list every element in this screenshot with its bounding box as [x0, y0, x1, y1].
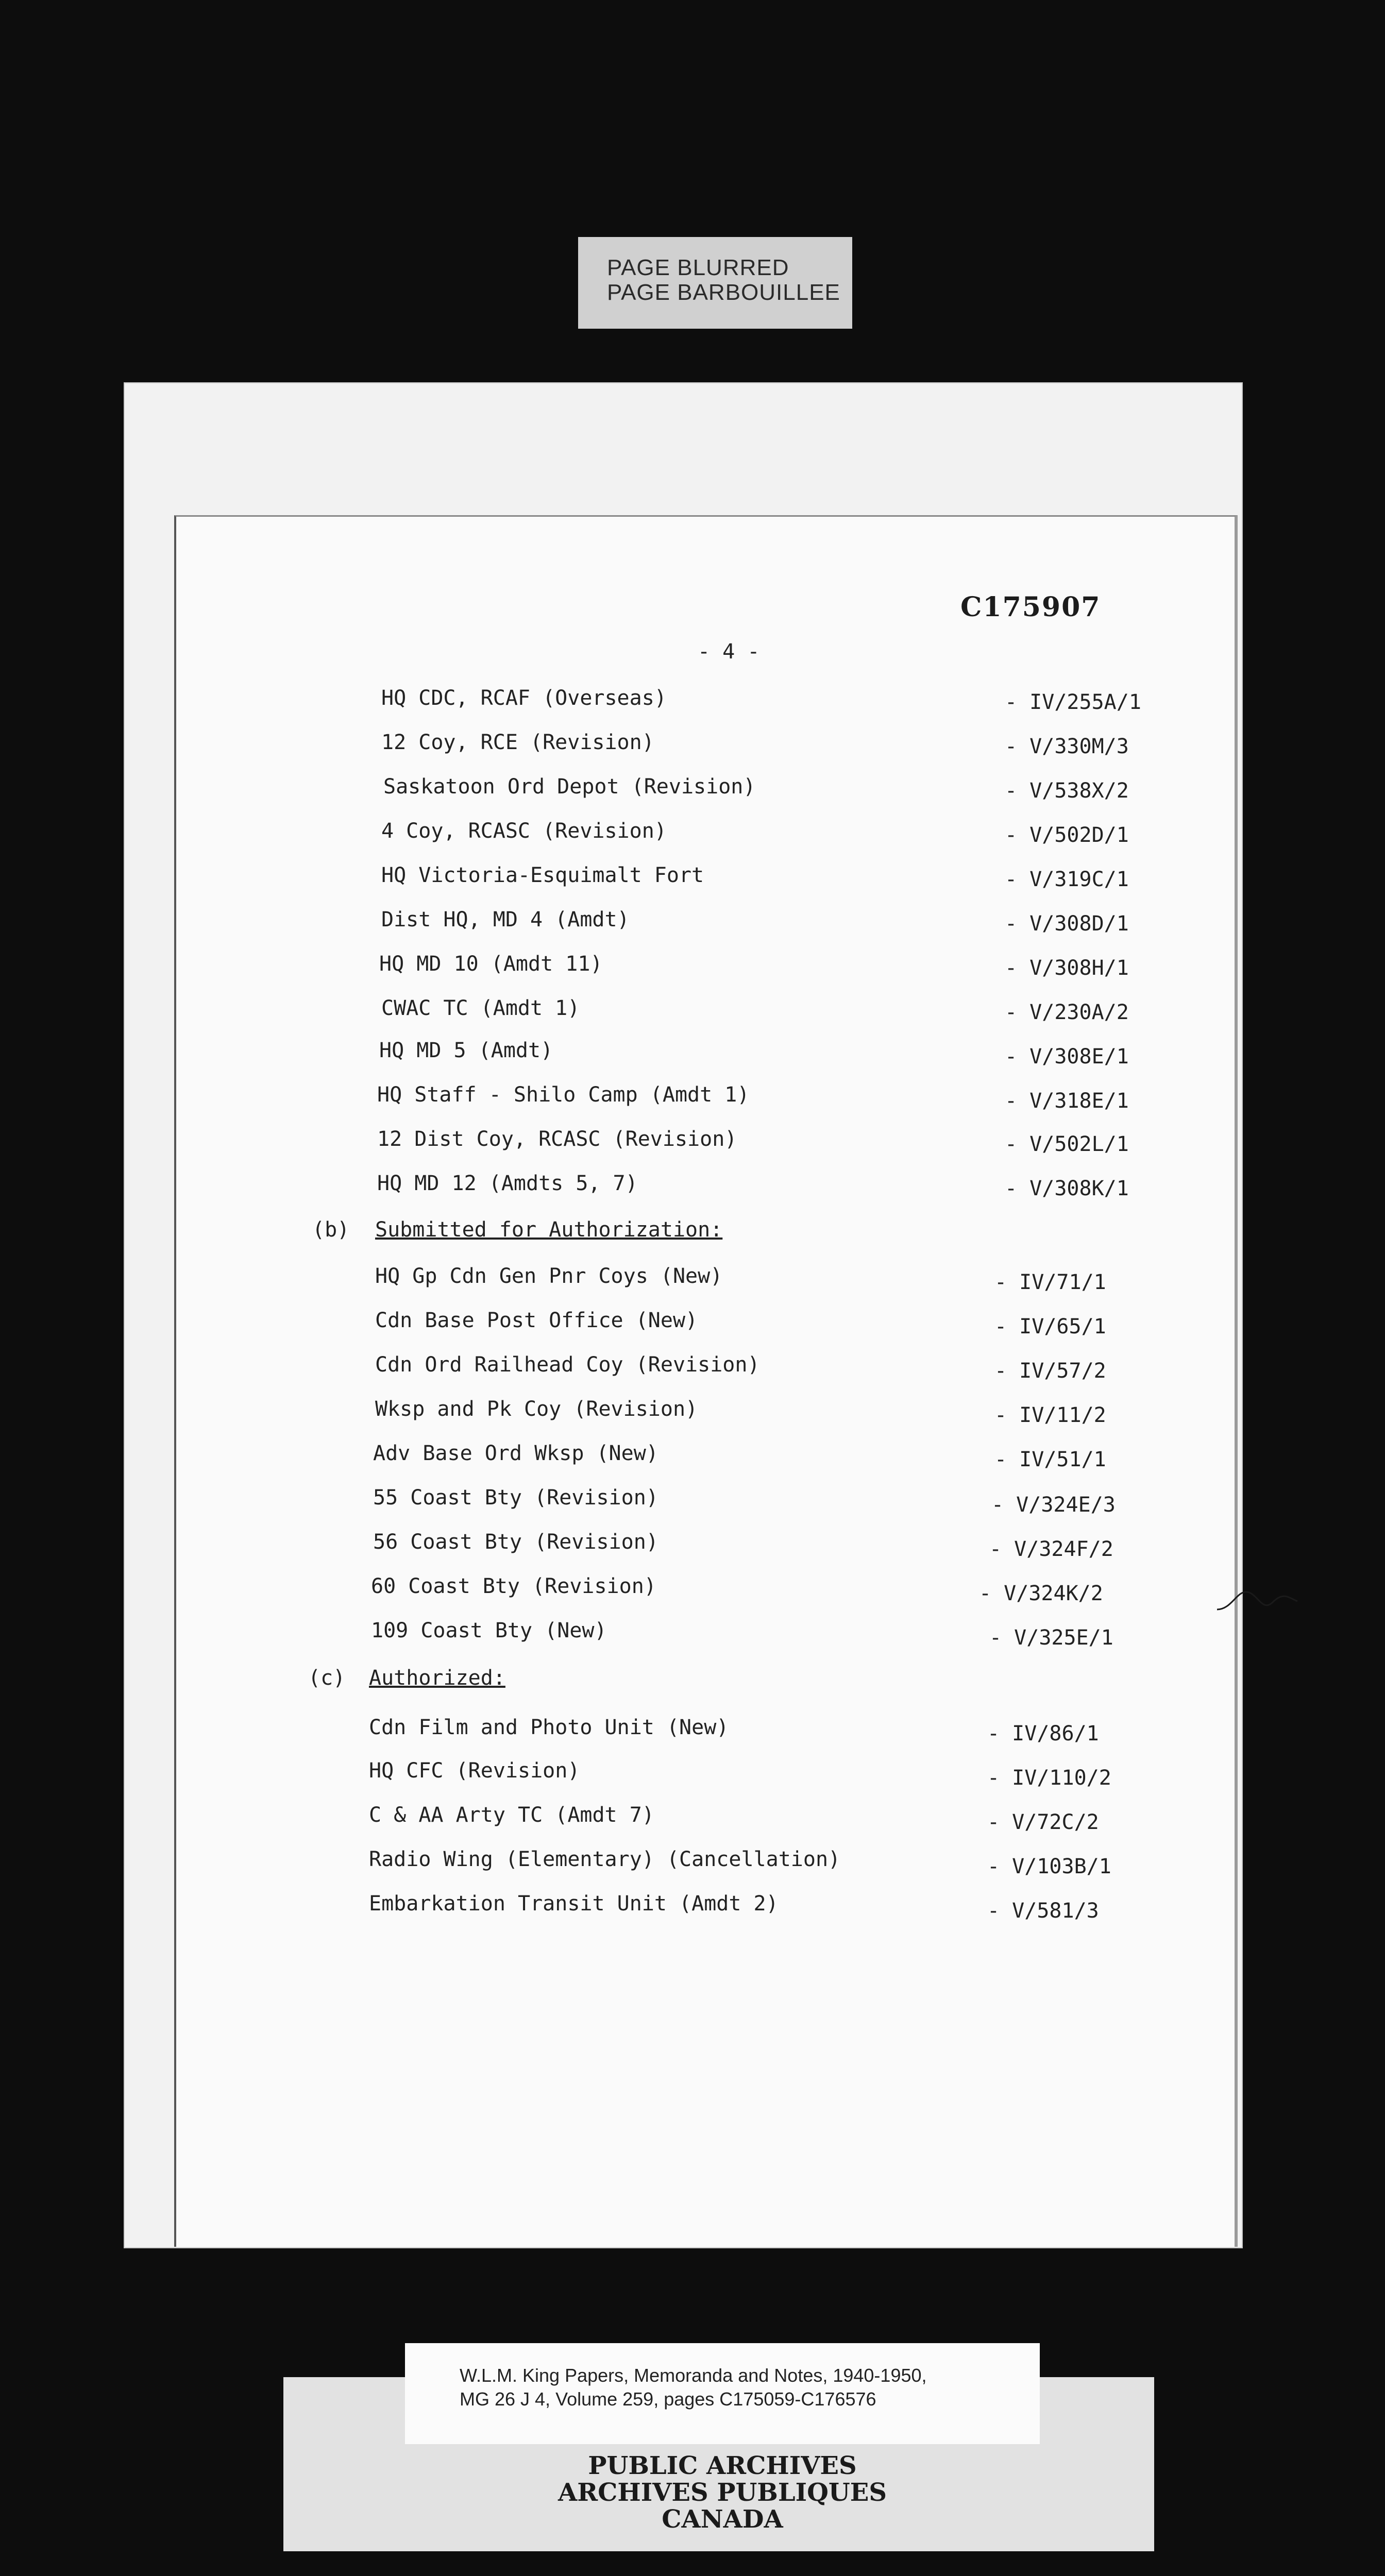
- unit-reference: - V/324E/3: [991, 1493, 1116, 1517]
- section-c-title: Authorized:: [369, 1666, 505, 1690]
- unit-label: Radio Wing (Elementary) (Cancellation): [369, 1848, 841, 1871]
- unit-reference: - V/324K/2: [979, 1582, 1103, 1605]
- unit-reference: - IV/71/1: [994, 1270, 1106, 1294]
- unit-reference: - V/308H/1: [1005, 956, 1129, 980]
- unit-label: 4 Coy, RCASC (Revision): [381, 819, 667, 843]
- unit-reference: - IV/86/1: [987, 1722, 1099, 1745]
- unit-label: CWAC TC (Amdt 1): [381, 996, 580, 1020]
- archives-line-1: PUBLIC ARCHIVES: [588, 2451, 857, 2480]
- unit-label: HQ MD 12 (Amdts 5, 7): [377, 1172, 638, 1195]
- page-blurred-stamp: [578, 237, 852, 329]
- unit-reference: - IV/255A/1: [1005, 690, 1141, 714]
- unit-label: 55 Coast Bty (Revision): [373, 1486, 658, 1510]
- archives-line-2: ARCHIVES PUBLIQUES: [558, 2478, 887, 2507]
- collection-caption: [405, 2343, 1040, 2444]
- margin-scribble-icon: [1216, 1587, 1298, 1618]
- document-number: C175907: [960, 591, 1101, 623]
- unit-label: 12 Dist Coy, RCASC (Revision): [377, 1127, 737, 1151]
- unit-reference: - V/330M/3: [1005, 735, 1129, 758]
- unit-reference: - IV/110/2: [987, 1766, 1111, 1790]
- page-number: - 4 -: [698, 640, 760, 664]
- unit-label: Embarkation Transit Unit (Amdt 2): [369, 1892, 779, 1916]
- unit-reference: - V/308K/1: [1005, 1177, 1129, 1200]
- unit-label: Wksp and Pk Coy (Revision): [375, 1397, 698, 1421]
- unit-reference: - V/581/3: [987, 1899, 1099, 1923]
- unit-label: 60 Coast Bty (Revision): [371, 1574, 656, 1598]
- unit-reference: - V/308E/1: [1005, 1045, 1129, 1069]
- unit-label: HQ Staff - Shilo Camp (Amdt 1): [377, 1083, 750, 1107]
- unit-label: Cdn Ord Railhead Coy (Revision): [375, 1353, 760, 1377]
- unit-reference: - IV/11/2: [994, 1403, 1106, 1427]
- caption-line-2: MG 26 J 4, Volume 259, pages C175059-C176576: [460, 2388, 876, 2410]
- unit-reference: - V/324F/2: [989, 1537, 1113, 1561]
- unit-reference: - IV/57/2: [994, 1359, 1106, 1383]
- unit-reference: - V/103B/1: [987, 1855, 1111, 1878]
- unit-label: C & AA Arty TC (Amdt 7): [369, 1803, 654, 1827]
- unit-label: HQ MD 10 (Amdt 11): [379, 952, 603, 976]
- unit-label: Cdn Base Post Office (New): [375, 1309, 698, 1332]
- unit-reference: - V/502L/1: [1005, 1132, 1129, 1156]
- caption-line-1: W.L.M. King Papers, Memoranda and Notes, 1940-1950,: [460, 2365, 927, 2386]
- unit-reference: - V/308D/1: [1005, 912, 1129, 936]
- section-b-title: Submitted for Authorization:: [375, 1218, 723, 1242]
- unit-label: Cdn Film and Photo Unit (New): [369, 1716, 729, 1739]
- unit-label: HQ Gp Cdn Gen Pnr Coys (New): [375, 1264, 723, 1288]
- unit-reference: - V/318E/1: [1005, 1089, 1129, 1113]
- section-c-mark: (c): [308, 1666, 346, 1690]
- unit-label: HQ CDC, RCAF (Overseas): [381, 686, 667, 710]
- stamp-line-1: PAGE BLURRED: [607, 255, 789, 280]
- unit-label: Dist HQ, MD 4 (Amdt): [381, 908, 630, 931]
- unit-reference: - V/325E/1: [989, 1626, 1113, 1650]
- unit-reference: - V/72C/2: [987, 1810, 1099, 1834]
- unit-label: 109 Coast Bty (New): [371, 1619, 607, 1642]
- unit-label: Adv Base Ord Wksp (New): [373, 1442, 658, 1465]
- archives-line-3: CANADA: [662, 2505, 783, 2534]
- section-b-mark: (b): [312, 1218, 350, 1242]
- unit-label: HQ CFC (Revision): [369, 1759, 580, 1783]
- unit-label: HQ Victoria-Esquimalt Fort: [381, 863, 704, 887]
- unit-reference: - V/319C/1: [1005, 868, 1129, 891]
- unit-reference: - V/502D/1: [1005, 823, 1129, 847]
- unit-reference: - V/230A/2: [1005, 1001, 1129, 1024]
- unit-reference: - IV/65/1: [994, 1315, 1106, 1338]
- archives-label: [405, 2444, 1040, 2551]
- unit-reference: - V/538X/2: [1005, 779, 1129, 803]
- stamp-line-2: PAGE BARBOUILLEE: [607, 280, 840, 305]
- unit-reference: - IV/51/1: [994, 1448, 1106, 1471]
- unit-label: HQ MD 5 (Amdt): [379, 1039, 553, 1062]
- unit-label: Saskatoon Ord Depot (Revision): [383, 775, 756, 799]
- unit-label: 12 Coy, RCE (Revision): [381, 731, 654, 754]
- unit-label: 56 Coast Bty (Revision): [373, 1530, 658, 1554]
